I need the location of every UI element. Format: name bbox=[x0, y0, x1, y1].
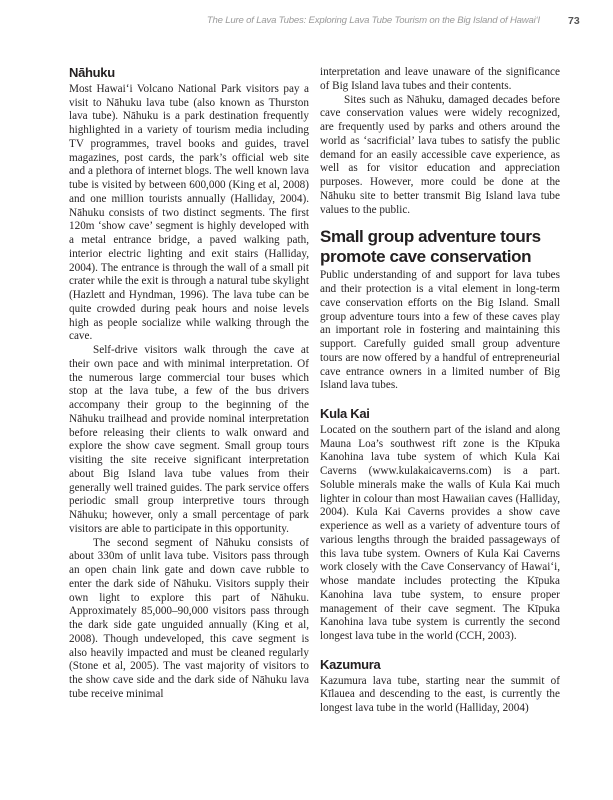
section-heading: Small group adventure tours promote cave conservation bbox=[320, 227, 541, 267]
paragraph: Kazumura lava tube, starting near the summit of Kīlauea and descending to the east, is currently the longest lava tube in the world (Halliday, 2004) bbox=[320, 674, 560, 714]
paragraph: Self-drive visitors walk through the cave at their own pace and with minimal interpretation. Of the numerous large commercial tour buses which stop at the lava tube, a few of the bus drivers accompany their group to the beginning of the Nāhuku trailhead and provide nominal interpretation before releasing their clients to walk onward and explore the show cave segment. Small group tours visiting the site receive significant interpretation about Big Island lava tube values from their generally well trained guides. The park service offers periodic small group interpretive tours through Nāhuku; however, only a small percentage of park visitors are able to participate in this opportunity. bbox=[69, 344, 309, 535]
heading-kazumura: Kazumura bbox=[320, 656, 381, 672]
heading-nahuku: Nāhuku bbox=[69, 65, 115, 80]
paragraph: The second segment of Nāhuku consists of about 330m of unlit lava tube. Visitors pass through an open chain link gate and down cave rubble to enter the dark side of Nāhuku. Visitors supply their own light to explore this part of Nāhuku. Approximately 85,000–90,000 visitors pass through the dark side gate unguided annually (King et al, 2008). Though undeveloped, this cave segment is also heavily impacted and must be cleaned regularly (Stone et al, 2005). The vast majority of visitors to the show cave side and the dark side of Nāhuku lava tube receive minimal bbox=[69, 536, 309, 700]
paragraph: interpretation and leave unaware of the significance of Big Island lava tubes and their contents. bbox=[320, 66, 560, 92]
paragraph: Most Hawai‘i Volcano National Park visitors pay a visit to Nāhuku lava tube (also known as Thurston lava tube). Nāhuku is a park destination frequently highlighted in a variety of tourism media including TV programmes, travel books and guides, travel magazines, post cards, the park’s official web site and a plethora of internet blogs. The well known lava tube is visited by between 600,000 (King et al, 2008) and one million tourists annually (Halliday, 2004). Nāhuku consists of two distinct segments. The first 120m ‘show cave’ segment is highly developed with a metal entrance bridge, a paved walking path, interior electric lighting and exit stairs (Halliday, 2004). The entrance is through the wall of a small pit crater while the exit is through a natural tube skylight (Hazlett and Hyndman, 1996). The lava tube can be quite crowded during peak hours and noise levels high as people socialize while walking through the cave. bbox=[69, 82, 309, 343]
paragraph: Located on the southern part of the island and along Mauna Loa’s southwest rift zone is the Kīpuka Kanohina lava tube system of which Kula Kai Caverns (www.kulakaicaverns.com) is a part. Soluble minerals make the walls of Kula Kai much lighter in colour than most Hawaiian caves (Halliday, 2004). Kula Kai Caverns provides a show cave experience as well as a variety of adventure tours of various lengths through the braided passageways of this lava tube system. Owners of Kula Kai Caverns work closely with the Cave Conservancy of Hawai‘i, whose mandate includes protecting the Kīpuka Kanohina lava tube system, to ensure proper management of their cave segment. The Kīpuka Kanohina lava tube system is currently the second longest lava tube in the world (CCH, 2003). bbox=[320, 423, 560, 642]
right-column bbox=[320, 66, 560, 716]
paragraph: Public understanding of and support for lava tubes and their protection is a vital element in long-term cave conservation efforts on the Big Island. Small group adventure tours into a few of these caves play an important role in fostering and maintaining this support. Carefully guided small group adventure tours are now offered by a handful of entrepreneurial cave entrance owners in a limited number of Big Island lava tubes. bbox=[320, 269, 560, 392]
paragraph: Sites such as Nāhuku, damaged decades before cave conservation values were widely recognized, are frequently used by parks and others around the world as ‘sacrificial’ lava tubes to satisfy the public demand for an easily accessible cave experience, as well as for visitor education and appreciation purposes. However, more could be done at the Nāhuku site to better transmit Big Island lava tube values to the public. bbox=[320, 93, 560, 216]
left-column bbox=[69, 66, 309, 702]
page-number: 73 bbox=[568, 15, 580, 27]
running-title: The Lure of Lava Tubes: Exploring Lava Tube Tourism on the Big Island of Hawai‘I bbox=[206, 15, 540, 26]
heading-kula-kai: Kula Kai bbox=[320, 406, 370, 421]
